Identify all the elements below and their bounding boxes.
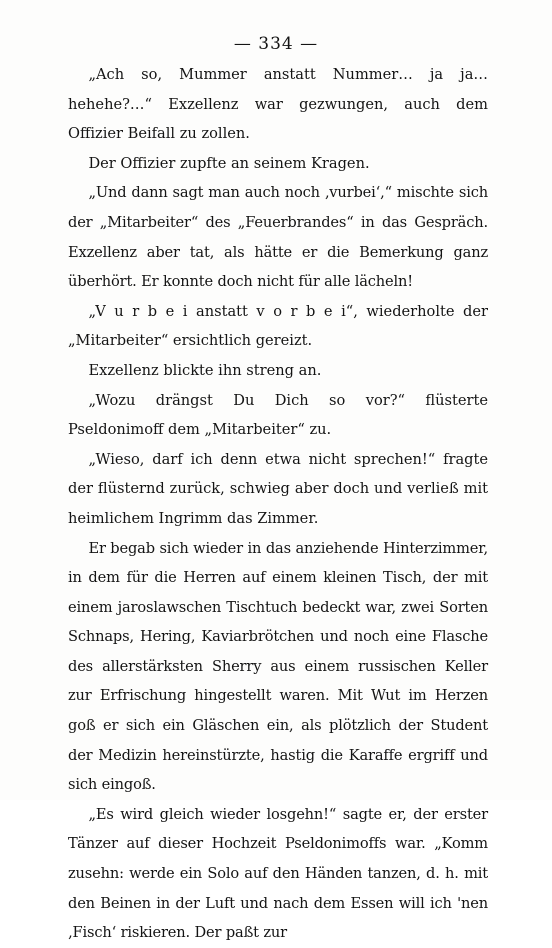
paragraph: Exzellenz blickte ihn streng an. xyxy=(88,361,322,379)
page-number: — 334 — xyxy=(233,34,319,54)
paragraph: „Es wird gleich wieder losgehn!“ sagte er, der erster Tänzer auf dieser Hochzeit Pseldonimoffs war. „Komm zusehn: werde ein Solo auf den Händen tanzen, d. h. mit den Beinen in der Luft und nach dem Essen will ich 'nen ‚Fisch‘ riskieren. Der paßt zur xyxy=(68,805,488,942)
paragraph: „Ach so, Mummer anstatt Nummer… ja ja… hehehe?…“ Exzellenz war gezwungen, auch dem Offizier Beifall zu zollen. xyxy=(68,66,488,143)
paragraph: „Wozu drängst Du Dich so vor?“ flüsterte Pseldonimoff dem „Mitarbeiter“ zu. xyxy=(68,391,488,439)
body-text xyxy=(68,60,488,948)
paragraph: „Und dann sagt man auch noch ‚vurbei‘,“ mischte sich der „Mitarbeiter“ des „Feuerbrandes“ in das Gespräch. Exzellenz aber tat, als hätte er die Bemerkung ganz überhört. Er konnte doch nicht für alle lächeln! xyxy=(68,184,488,291)
paragraph: Er begab sich wieder in das anziehende Hinterzimmer, in dem für die Herren auf einem kleinen Tisch, der mit einem jaroslawschen Tischtuch bedeckt war, zwei Sorten Schnaps, Hering, Kaviarbrötchen und noch eine Flasche des allerstärksten Sherry aus einem russischen Keller zur Erfrischung hingestellt waren. Mit Wut im Herzen goß er sich ein Gläschen ein, als plötzlich der Student der Medizin hereinstürzte, hastig die Karaffe ergriff und sich eingoß. xyxy=(68,539,488,794)
paragraph: „Wieso, darf ich denn etwa nicht sprechen!“ fragte der flüsternd zurück, schwieg aber doch und verließ mit heimlichem Ingrimm das Zimmer. xyxy=(68,450,488,527)
paragraph: „V u r b e i anstatt v o r b e i“, wiederholte der „Mitarbeiter“ ersichtlich gereizt. xyxy=(68,302,488,350)
paragraph: Der Offizier zupfte an seinem Kragen. xyxy=(88,154,370,172)
